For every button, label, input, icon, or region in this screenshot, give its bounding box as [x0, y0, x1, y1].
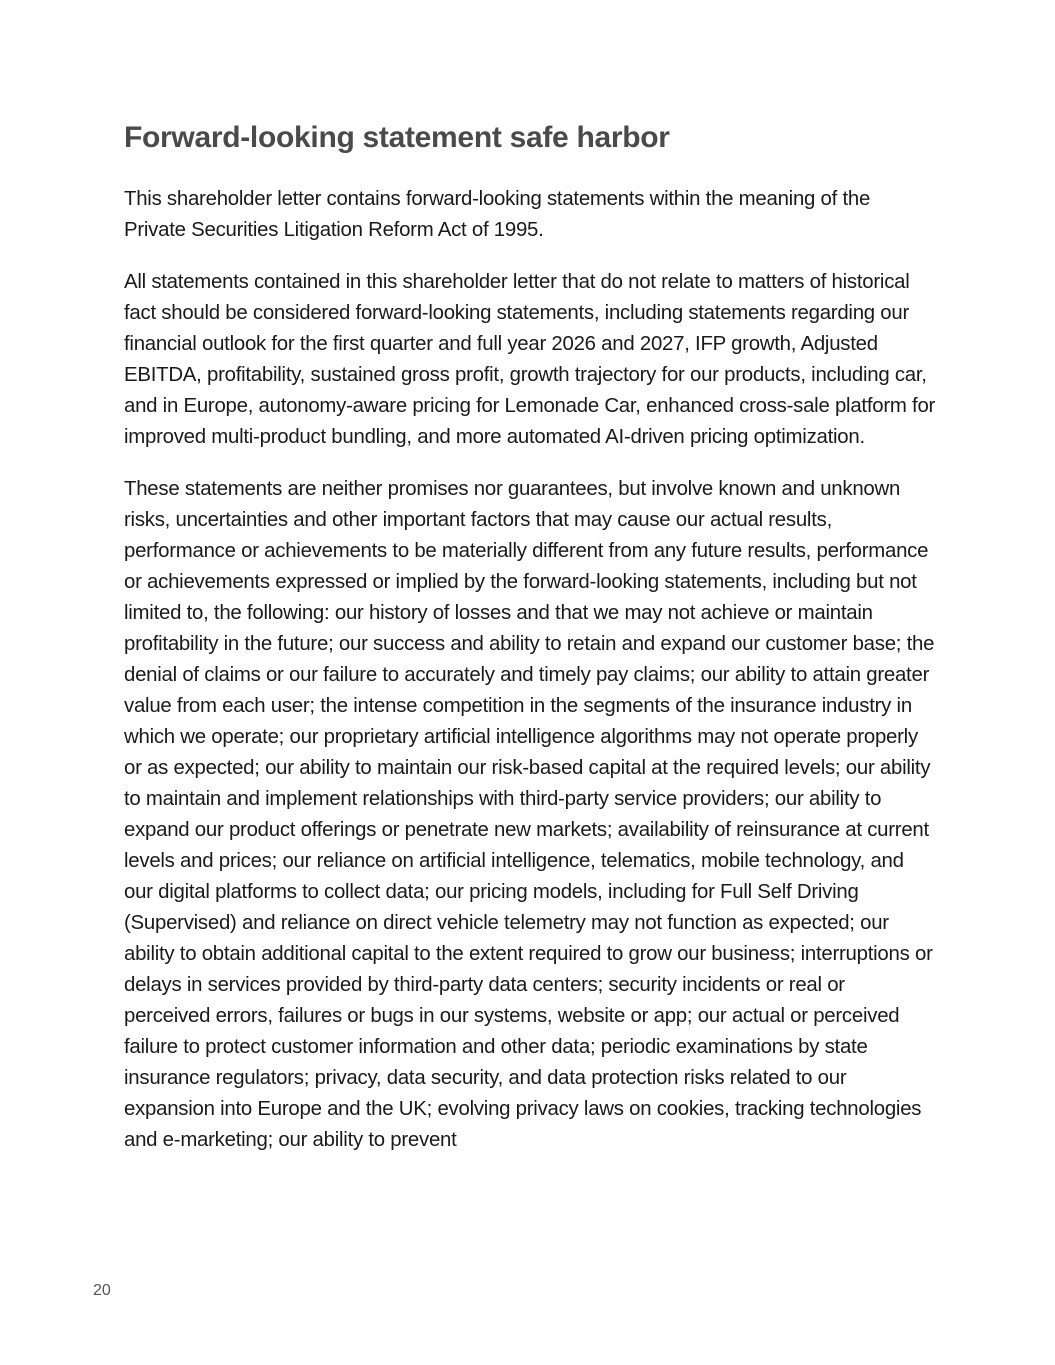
paragraph-risks: These statements are neither promises nor guarantees, but involve known and unknown risks, uncertainties and other important factors that may cause our actual results, performance or achievements to be materially different from any future results, performance or achievements expressed or implied by the forward-looking statements, including but not limited to, the following: our history of losses and that we may not achieve or maintain profitability in the future; our success and ability to retain and expand our customer base; the denial of claims or our failure to accurately and timely pay claims; our ability to attain greater value from each user; the intense competition in the segments of the insurance industry in which we operate; our proprietary artificial intelligence algorithms may not operate properly or as expected; our ability to maintain our risk-based capital at the required levels; our ability to maintain and implement relationships with third-party service providers; our ability to expand our product offerings or penetrate new markets; availability of reinsurance at current levels and prices; our reliance on artificial intelligence, telematics, mobile technology, and our digital platforms to collect data; our pricing models, including for Full Self Driving (Supervised) and reliance on direct vehicle telemetry may not function as expected; our ability to obtain additional capital to the extent required to grow our business; interruptions or delays in services provided by third-party data centers; security incidents or real or perceived errors, failures or bugs in our systems, website or app; our actual or perceived failure to protect customer information and other data; periodic examinations by state insurance regulators; privacy, data security, and data protection risks related to our expansion into Europe and the UK; evolving privacy laws on cookies, tracking technologies and e-marketing; our ability to prevent: [124, 478, 935, 1151]
paragraph-statements: All statements contained in this shareholder letter that do not relate to matters of historical fact should be considered forward-looking statements, including statements regarding our financial outlook for the first quarter and full year 2026 and 2027, IFP growth, Adjusted EBITDA, profitability, sustained gross profit, growth trajectory for our products, including car, and in Europe, autonomy-aware pricing for Lemonade Car, enhanced cross-sale platform for improved multi-product bundling, and more automated AI-driven pricing optimization.: [124, 271, 936, 448]
page-title: Forward-looking statement safe harbor: [124, 121, 670, 154]
document-body: [124, 118, 936, 1177]
page-number: 20: [93, 1282, 111, 1299]
paragraph-intro: This shareholder letter contains forward-looking statements within the meaning of the Private Securities Litigation Reform Act of 1995.: [124, 188, 871, 241]
